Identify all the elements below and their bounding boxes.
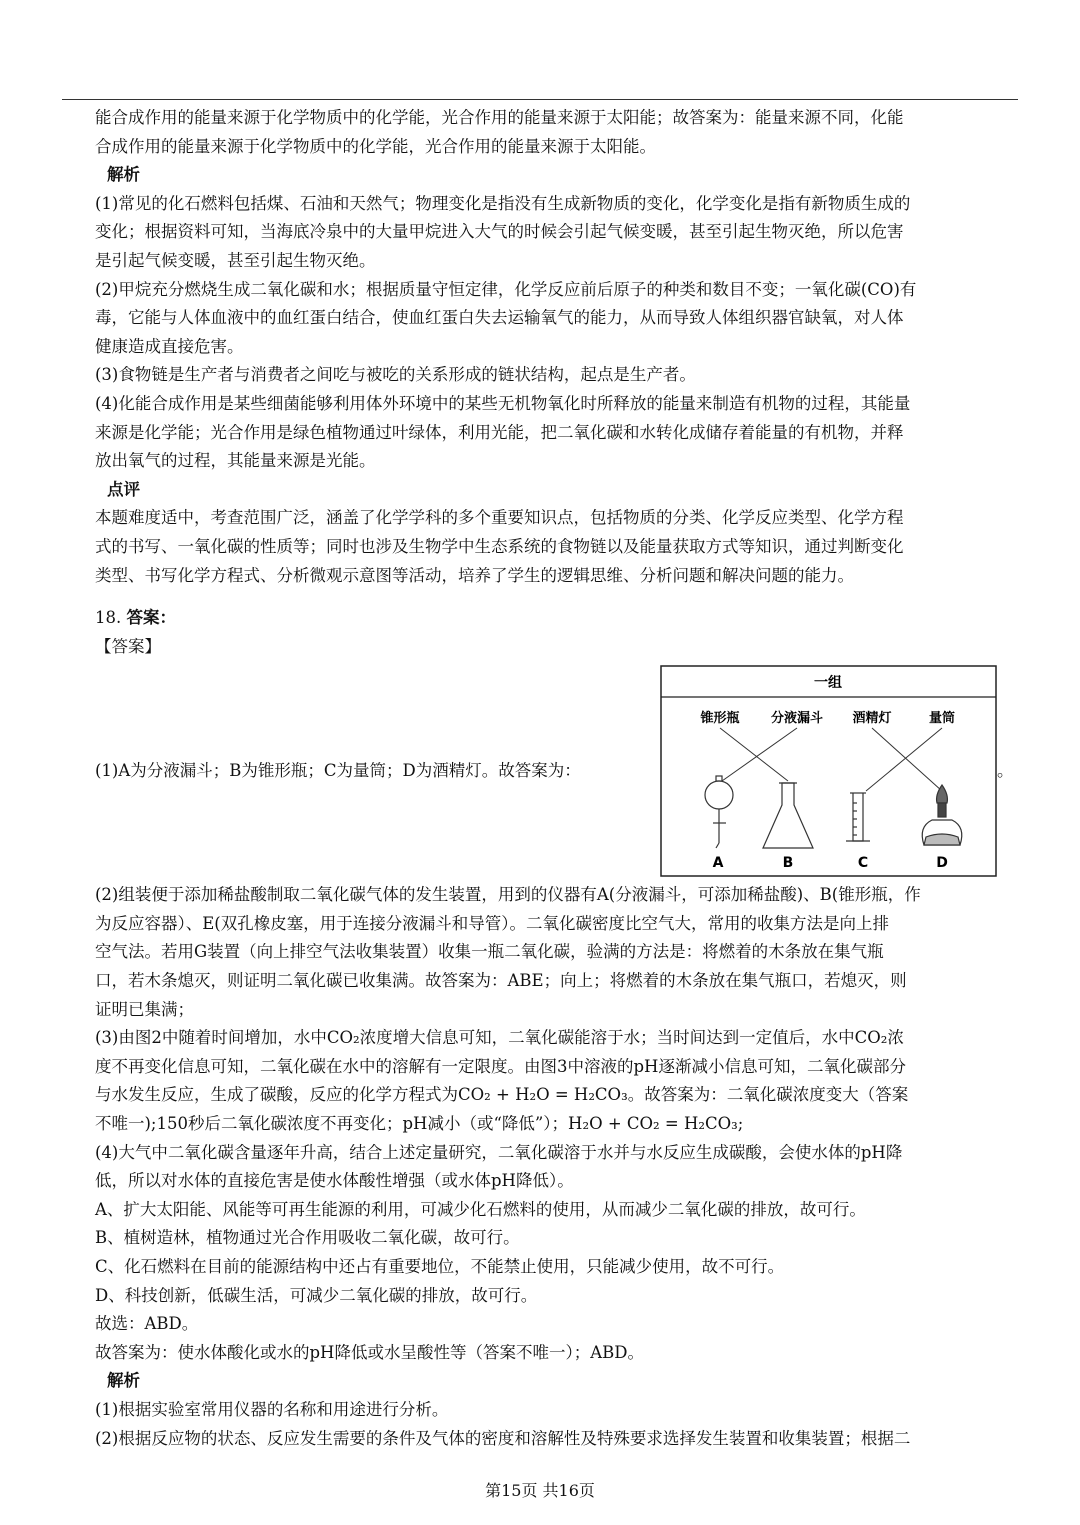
part1-end: 。 <box>997 760 1014 780</box>
label-measuring-cylinder: 量筒 <box>928 711 956 727</box>
text-line: (2)组装便于添加稀盐酸制取二氧化碳气体的发生装置，用到的仪器有A(分液漏斗，可添加稀盐酸)、B(锥形瓶，作 <box>95 885 921 905</box>
text-line: 来源是化学能；光合作用是绿色植物通过叶绿体，利用光能，把二氧化碳和水转化成储存着能量的有机物，并释 <box>95 422 904 442</box>
analysis-heading: 解析 <box>107 165 140 185</box>
text-line: 度不再变化信息可知，二氧化碳在水中的溶解有一定限度。由图3中溶液的pH逐渐减小信息可知，二氧化碳部分 <box>95 1056 906 1076</box>
figure-title: 一组 <box>814 675 842 692</box>
text-line: (2)根据反应物的状态、反应发生需要的条件及气体的密度和溶解性及特殊要求选择发生装置和收集装置；根据二 <box>95 1428 911 1448</box>
text-line: 不唯一);150秒后二氧化碳浓度不再变化；pH减小（或“降低”）；H₂O + CO₂ = H₂CO₃; <box>95 1114 744 1134</box>
instrument-matching-figure <box>660 665 997 877</box>
text-line: 能合成作用的能量来源于化学物质中的化学能，光合作用的能量来源于太阳能；故答案为：能量来源不同，化能 <box>95 108 904 127</box>
text-line: 变化；根据资料可知，当海底冷泉中的大量甲烷进入大气的时候会引起气候变暖，甚至引起生物灭绝，所以危害 <box>95 222 904 242</box>
text-line: 口，若木条熄灭，则证明二氧化碳已收集满。故答案为：ABE；向上；将燃着的木条放在集气瓶口，若熄灭，则 <box>95 971 907 991</box>
analysis-heading-2: 解析 <box>107 1371 140 1391</box>
label-conical-flask: 锥形瓶 <box>700 711 740 727</box>
text-line: (3)食物链是生产者与消费者之间吃与被吃的关系形成的链状结构，起点是生产者。 <box>95 365 696 385</box>
intro-paragraph <box>95 104 1035 161</box>
part1-text: (1)A为分液漏斗；B为锥形瓶；C为量筒；D为酒精灯。故答案为： <box>95 760 581 780</box>
text-line: 放出氧气的过程，其能量来源是光能。 <box>95 451 376 471</box>
letter-b: B <box>782 855 794 872</box>
text-line: 低，所以对水体的直接危害是使水体酸性增强（或水体pH降低）。 <box>95 1171 574 1191</box>
question-18-title <box>95 604 1035 633</box>
text-line: 健康造成直接危害。 <box>95 336 244 356</box>
label-separatory-funnel: 分液漏斗 <box>770 711 824 727</box>
part1-row <box>95 665 1035 877</box>
answer-bracket: 【答案】 <box>95 636 161 656</box>
label-alcohol-lamp: 酒精灯 <box>852 711 892 727</box>
analysis-paragraph-2 <box>95 1396 1035 1453</box>
analysis-paragraph <box>95 190 1035 476</box>
text-line: C、化石燃料在目前的能源结构中还占有重要地位，不能禁止使用，只能减少使用，故不可行。 <box>95 1257 785 1276</box>
answer-label: 答案： <box>126 608 176 628</box>
question-18-answer <box>95 881 1035 1367</box>
letter-d: D <box>936 855 948 872</box>
text-line: (1)常见的化石燃料包括煤、石油和天然气；物理变化是指没有生成新物质的变化，化学变化是指有新物质生成的 <box>95 193 911 213</box>
question-number: 18. <box>95 608 122 628</box>
text-line: (1)根据实验室常用仪器的名称和用途进行分析。 <box>95 1399 449 1419</box>
text-line: 类型、书写化学方程式、分析微观示意图等活动，培养了学生的逻辑思维、分析问题和解决问题的能力。 <box>95 565 854 585</box>
text-line: (4)大气中二氧化碳含量逐年升高，结合上述定量研究，二氧化碳溶于水并与水反应生成碳酸，会使水体的pH降 <box>95 1142 903 1162</box>
text-line: 证明已集满； <box>95 999 194 1019</box>
text-line: (4)化能合成作用是某些细菌能够利用体外环境中的某些无机物氧化时所释放的能量来制造有机物的过程，其能量 <box>95 393 911 413</box>
page-footer: 第15页 共16页 <box>485 1481 595 1500</box>
header-rule <box>62 99 1018 100</box>
page-content <box>95 104 1035 1453</box>
text-line: (3)由图2中随着时间增加，水中CO₂浓度增大信息可知，二氧化碳能溶于水；当时间达到一定值后，水中CO₂浓 <box>95 1028 904 1048</box>
text-line: B、植树造林，植物通过光合作用吸收二氧化碳，故可行。 <box>95 1228 520 1248</box>
text-line: 本题难度适中，考查范围广泛，涵盖了化学学科的多个重要知识点，包括物质的分类、化学反应类型、化学方程 <box>95 508 904 528</box>
text-line: A、扩大太阳能、风能等可再生能源的利用，可减少化石燃料的使用，从而减少二氧化碳的排放，故可行。 <box>95 1199 866 1219</box>
text-line: 与水发生反应，生成了碳酸，反应的化学方程式为CO₂ + H₂O = H₂CO₃。故答案为：二氧化碳浓度变大（答案 <box>95 1085 909 1105</box>
text-line: 合成作用的能量来源于化学物质中的化学能，光合作用的能量来源于太阳能。 <box>95 136 656 156</box>
review-paragraph <box>95 504 1035 590</box>
text-line: 毒，它能与人体血液中的血红蛋白结合，使血红蛋白失去运输氧气的能力，从而导致人体组织器官缺氧，对人体 <box>95 308 904 328</box>
text-line: (2)甲烷充分燃烧生成二氧化碳和水；根据质量守恒定律，化学反应前后原子的种类和数目不变；一氧化碳(CO)有 <box>95 279 917 299</box>
text-line: 是引起气候变暖，甚至引起生物灭绝。 <box>95 250 376 270</box>
text-line: D、科技创新，低碳生活，可减少二氧化碳的排放，故可行。 <box>95 1285 538 1305</box>
letter-c: C <box>857 855 869 872</box>
text-line: 为反应容器）、E(双孔橡皮塞，用于连接分液漏斗和导管）。二氧化碳密度比空气大，常用的收集方法是向上排 <box>95 913 889 933</box>
text-line: 式的书写、一氧化碳的性质等；同时也涉及生物学中生态系统的食物链以及能量获取方式等知识，通过判断变化 <box>95 536 904 556</box>
review-heading: 点评 <box>107 479 140 499</box>
letter-a: A <box>712 855 724 872</box>
text-line: 空气法。若用G装置（向上排空气法收集装置）收集一瓶二氧化碳，验满的方法是：将燃着的木条放在集气瓶 <box>95 942 884 962</box>
text-line: 故答案为：使水体酸化或水的pH降低或水呈酸性等（答案不唯一）；ABD。 <box>95 1342 644 1362</box>
text-line: 故选：ABD。 <box>95 1314 199 1334</box>
